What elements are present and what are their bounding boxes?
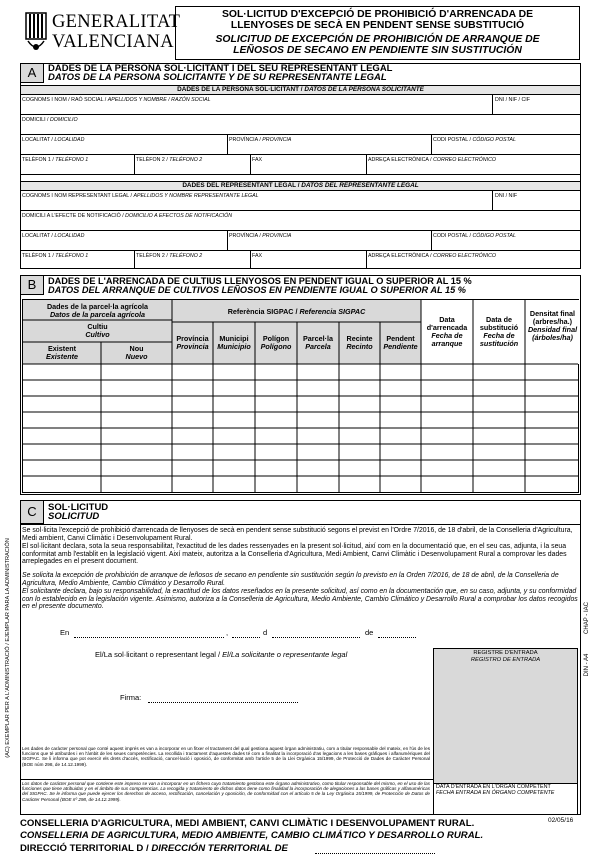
- dni-label: DNI / NIF / CIF: [495, 97, 531, 103]
- rep-locality-field[interactable]: [22, 233, 84, 239]
- competent-entry-label: [436, 784, 555, 796]
- signer-label-es: El/La solicitante o representante legal: [222, 650, 348, 659]
- rep-fax-label: FAX: [252, 253, 263, 259]
- crop-header-es: Cultivo: [85, 330, 110, 339]
- rep-name-field[interactable]: [22, 193, 259, 199]
- locality-field[interactable]: [22, 137, 84, 143]
- locality-label-ca: LOCALITAT /: [22, 137, 55, 143]
- name-field[interactable]: [22, 97, 211, 103]
- substitution-date-header-ca: Data de substitució: [479, 315, 519, 332]
- sigpac-col-label-es: Polígono: [260, 342, 292, 351]
- rep-dni-field[interactable]: [495, 193, 517, 199]
- rep-postal-code-field[interactable]: [433, 233, 516, 239]
- signer-label: [95, 650, 347, 659]
- footer-line-3-es: DIRECCIÓN TERRITORIAL DE: [151, 843, 288, 854]
- address-label-es: DOMICILIO: [49, 117, 78, 123]
- data-protection-ca: Les dades de caràcter personal que conté aquest imprés es van a incorporar en un fitxer el tractament del qual gestiona aquest òrgan administratiu, com a titular responsable del mateix, en l'ús de les funcions que té atribuïdes i en l'àmbit de les seues competències. La recollida i tractament d'aquestes dades té com a finalitat la incorporació d'as legacions a les bases gràfiques i alfanumèriques del SIGPAC. Se li informa que pot exercir els drets d'accés, rectificació, cancel·lació i oposició, de conformitat amb l'article 5 de la Llei Orgànica 15/1999, de Protecció de Dades de Caràcter Personal (BOE núm 298, de 14.12.1999).: [22, 746, 430, 767]
- place-date-line: [60, 628, 420, 640]
- title-ca-1: SOL·LICITUD D'EXCEPCIÓ DE PROHIBICIÓ D'ARRENCADA DE: [221, 9, 534, 20]
- year-prep-label: de: [365, 628, 374, 637]
- day-input[interactable]: [232, 637, 260, 638]
- request-paragraph-es-2: El solicitante declara, bajo su responsabilidad, la exactitud de los datos reseñados en la presente solicitud, así como en la documentación que, en su caso, adjunta, y su conformidad con lo establecido en la legislación vigente. Asimismo, autoriza a la Conselleria de Agricultura, Medio Ambiente, Cambio Climático y Desarrollo Rural a comprobar los datos recogidos en el presente documento.: [22, 588, 578, 611]
- applicant-fields: [20, 95, 581, 175]
- logo: [20, 6, 181, 56]
- rep-phone1-label-ca: TELÈFON 1 /: [22, 253, 56, 259]
- rep-phone2-label-es: TELÉFONO 2: [169, 253, 203, 259]
- postal-label-ca: CODI POSTAL /: [433, 137, 473, 143]
- footer-line-2: CONSELLERIA DE AGRICULTURA, MEDIO AMBIENTE, CAMBIO CLIMÁTICO Y DESARROLLO RURAL.: [20, 830, 484, 841]
- applicant-subheader: [20, 85, 581, 95]
- title-ca-2: LLENYOSES DE SECÀ EN PENDENT SENSE SUBSTITUCIÓ: [230, 20, 525, 31]
- rep-phone2-field[interactable]: [136, 253, 202, 259]
- fax-field[interactable]: [252, 157, 262, 163]
- place-input[interactable]: [74, 637, 224, 638]
- competent-entry-label-ca: DATA D'ENTRADA EN L'ÒRGAN COMPETENT: [436, 784, 551, 790]
- month-prep-label: d: [263, 628, 268, 637]
- signature-label: Firma:: [120, 693, 142, 702]
- applicant-subheader-es: DATOS DE LA PERSONA SOLICITANTE: [304, 86, 424, 93]
- year-input[interactable]: [378, 637, 416, 638]
- sigpac-col-label-es: Provincia: [176, 342, 209, 351]
- logo-line-1: GENERALITAT: [52, 12, 181, 32]
- province-label-es: PROVINCIA: [262, 137, 292, 143]
- email-label-es: CORREO ELECTRÓNICO: [433, 157, 497, 163]
- rep-address-label-ca: DOMICILI A L'EFECTE DE NOTIFICACIÓ /: [22, 213, 126, 219]
- request-paragraph-ca-2: El sol·licitant declara, sota la seua responsabilitat, l'exactitud de les dades ressenyades en la present sol·licitud, així com en la documentació que, en el seu cas, adjunta, i la seua conformitat amb l'establit en la legislació vigent. Així mateix, autoritza a la Conselleria d'Agricultura, Medi Ambient, Canvi Climàtic i Desenvolupament Rural a comprovar les dades arreplegades en el present document.: [22, 543, 567, 566]
- parcel-header-es: Datos de la parcela agrícola: [49, 310, 146, 319]
- place-label: En: [60, 628, 70, 637]
- section-a-letter: A: [20, 63, 44, 83]
- section-b-title-ca: DADES DE L'ARRENCADA DE CULTIUS LLENYOSOS EN PENDENT IGUAL O SUPERIOR AL 15 %: [48, 276, 472, 286]
- rep-province-label-ca: PROVÍNCIA /: [229, 233, 263, 239]
- side-copy-label: (AC) EXEMPLAR PER A L'ADMINISTRACIÓ / EJEMPLAR PARA LA ADMINISTRACIÓN: [5, 538, 11, 758]
- title-es-1: SOLICITUD DE EXCEPCIÓN DE PROHIBICIÓN DE ARRANQUE DE: [215, 34, 540, 45]
- crop-header-ca: Cultiu: [87, 322, 108, 331]
- form-date: 02/05/16: [548, 817, 574, 824]
- registry-label-es: REGISTRO DE ENTRADA: [470, 656, 541, 663]
- locality-label-es: LOCALIDAD: [54, 137, 85, 143]
- rep-province-label-es: PROVINCIA: [262, 233, 292, 239]
- rep-province-field[interactable]: [229, 233, 291, 239]
- rep-email-label-es: CORREO ELECTRÓNICO: [433, 253, 497, 259]
- address-field[interactable]: [22, 117, 78, 123]
- name-label-es: APELLIDOS Y NOMBRE / RAZÓN SOCIAL: [107, 97, 211, 103]
- fax-label: FAX: [252, 157, 263, 163]
- uproot-date-header-ca: Data d'arrencada: [426, 315, 468, 332]
- section-c-title-ca: SOL·LICITUD: [48, 502, 109, 513]
- rep-email-field[interactable]: [368, 253, 496, 259]
- signer-label-ca: El/La sol·licitant o representant legal /: [95, 650, 223, 659]
- registry-label: [433, 650, 578, 663]
- rep-phone1-field[interactable]: [22, 253, 88, 259]
- email-label-ca: ADREÇA ELECTRÒNICA /: [368, 157, 434, 163]
- sigpac-header-es: Referencia SIGPAC: [299, 307, 366, 316]
- crops-table: [22, 299, 579, 493]
- sigpac-col-label-es: Municipio: [217, 342, 251, 351]
- section-b-letter: B: [20, 275, 44, 295]
- address-label-ca: DOMICILI /: [22, 117, 50, 123]
- representative-subheader-ca: DADES DEL REPRESENTANT LEGAL /: [182, 182, 302, 189]
- dni-field[interactable]: [495, 97, 530, 103]
- sigpac-col-label-ca: Recinte: [346, 334, 373, 343]
- rep-address-label-es: DOMICILIO A EFECTOS DE NOTIFICACIÓN: [125, 213, 233, 219]
- sigpac-col-label-es: Pendiente: [383, 342, 418, 351]
- email-field[interactable]: [368, 157, 496, 163]
- phone2-field[interactable]: [136, 157, 202, 163]
- phone2-label-ca: TELÈFON 2 /: [136, 157, 170, 163]
- parcel-header-ca: Dades de la parcel·la agrícola: [46, 302, 149, 311]
- name-label-ca: COGNOMS I NOM / RAÓ SOCIAL /: [22, 97, 108, 103]
- phone1-label-es: TELÉFONO 1: [55, 157, 89, 163]
- rep-address-field[interactable]: [22, 213, 232, 219]
- postal-label-es: CÓDIGO POSTAL: [472, 137, 516, 143]
- substitution-date-header-es: Fecha de sustitución: [479, 331, 519, 348]
- province-label-ca: PROVÍNCIA /: [229, 137, 263, 143]
- new-header-ca: Nou: [129, 344, 144, 353]
- rep-postal-label-es: CÓDIGO POSTAL: [472, 233, 516, 239]
- sigpac-header-ca: Referència SIGPAC /: [227, 307, 300, 316]
- density-header-es: Densidad final (árboles/ha): [527, 325, 578, 342]
- rep-name-label-ca: COGNOMS I NOM REPRESENTANT LEGAL /: [22, 193, 134, 199]
- section-c-letter: C: [20, 500, 44, 524]
- territorial-office-input[interactable]: [315, 853, 435, 854]
- footer-line-3: [20, 843, 288, 854]
- section-c-title-es: SOLICITUD: [48, 511, 100, 522]
- new-header-es: Nuevo: [125, 352, 148, 361]
- request-paragraph-es-1: Se solicita la excepción de prohibición de arranque de leñosos de secano en pendiente sin sustitución según lo previsto en la Orden 7/2016, de 18 de abril, de la Conselleria de Agricultura, Medio Ambiente, Cambio Climático y Desarrollo Rural.: [22, 572, 559, 587]
- rep-fax-field[interactable]: [252, 253, 262, 259]
- section-a-title-es: DATOS DE LA PERSONA SOLICITANTE Y DE SU REPRESENTANTE LEGAL: [48, 72, 387, 83]
- sigpac-col-label-ca: Municipi: [219, 334, 249, 343]
- rep-dni-label: DNI / NIF: [495, 193, 518, 199]
- sigpac-col-label-ca: Parcel·la: [303, 334, 333, 343]
- postal-code-field[interactable]: [433, 137, 516, 143]
- title-es-2: LEÑOSOS DE SECANO EN PENDIENTE SIN SUSTITUCIÓN: [233, 45, 522, 56]
- sigpac-col-label-es: Parcela: [305, 342, 331, 351]
- representative-fields: [20, 191, 581, 269]
- logo-line-2: VALENCIANA: [52, 32, 174, 52]
- side-format-label: DIN - A4: [584, 653, 590, 677]
- sigpac-col-label-ca: Província: [176, 334, 209, 343]
- existing-header-es: Existente: [46, 352, 78, 361]
- footer-line-3-ca: DIRECCIÓ TERRITORIAL D /: [20, 843, 152, 854]
- uproot-date-header-es: Fecha de arranque: [431, 331, 463, 348]
- phone1-label-ca: TELÈFON 1 /: [22, 157, 56, 163]
- province-field[interactable]: [229, 137, 291, 143]
- footer-line-1: CONSELLERIA D'AGRICULTURA, MEDI AMBIENT, CANVI CLIMÀTIC I DESENVOLUPAMENT RURAL.: [20, 818, 475, 829]
- rep-email-label-ca: ADREÇA ELECTRÒNICA /: [368, 253, 434, 259]
- rep-phone2-label-ca: TELÈFON 2 /: [136, 253, 170, 259]
- rep-postal-label-ca: CODI POSTAL /: [433, 233, 473, 239]
- request-paragraph-ca-1: Se sol·licita l'excepció de prohibició d'arrencada de llenyoses de secà en pendent sense substitució segons el previst en l'Ordre 7/2016, de 18 d'abril, de la Conselleria d'Agricultura, Medi ambient, Canvi Climàtic i Desenvolupament Rural.: [22, 527, 573, 542]
- rep-locality-label-ca: LOCALITAT /: [22, 233, 55, 239]
- competent-entry-label-es: FECHA ENTRADA EN ÓRGANO COMPETENTE: [436, 790, 555, 796]
- representative-subheader: [20, 181, 581, 191]
- coat-of-arms-icon: [24, 11, 48, 55]
- rep-locality-label-es: LOCALIDAD: [54, 233, 85, 239]
- month-input[interactable]: [272, 637, 360, 638]
- registry-label-ca: REGISTRE D'ENTRADA: [473, 650, 538, 656]
- section-b-title-es: DATOS DEL ARRANQUE DE CULTIVOS LEÑOSOS EN PENDIENTE IGUAL O SUPERIOR AL 15 %: [48, 285, 466, 295]
- sigpac-col-label-es: Recinto: [346, 342, 373, 351]
- rep-name-label-es: APELLIDOS Y NOMBRE REPRESENTANTE LEGAL: [133, 193, 259, 199]
- rep-phone1-label-es: TELÉFONO 1: [55, 253, 89, 259]
- comma-label: ,: [226, 628, 229, 637]
- sigpac-col-label-ca: Pendent: [386, 334, 415, 343]
- applicant-subheader-ca: DADES DE LA PERSONA SOL·LICITANT /: [177, 86, 305, 93]
- side-code-label: CHAP - IAC: [584, 602, 590, 634]
- sigpac-col-label-ca: Polígon: [262, 334, 290, 343]
- title-box: [175, 6, 580, 60]
- representative-subheader-es: DATOS DEL REPRESENTANTE LEGAL: [301, 182, 419, 189]
- phone1-field[interactable]: [22, 157, 88, 163]
- phone2-label-es: TELÉFONO 2: [169, 157, 203, 163]
- existing-header-ca: Existent: [48, 344, 76, 353]
- data-protection-es: Los datos de carácter personal que contiene este impreso se van a incorporar en un fichero cuyo tratamiento gestiona este órgano administrativo, como titular responsable del mismo, en el uso de las funciones que tiene atribuidas y en el ámbito de sus competencias. La recogida y tratamiento de dichos datos tiene como finalidad la incorporación de alegaciones a las bases gráficas y alfanuméricas del SIGPAC. Se le informa que puede ejercer los derechos de acceso, rectificación, cancelación y oposición, de conformidad con el artículo 5 de la Ley Orgánica 15/1999, de Protección de Datos de Carácter Personal (BOE nº 298, de 14.12.1999).: [22, 781, 430, 802]
- table-grid: [23, 300, 578, 492]
- density-header-ca: Densitat final (arbres/ha.): [529, 309, 576, 326]
- section-a-title-ca: DADES DE LA PERSONA SOL·LICITANT I DEL SEU REPRESENTANT LEGAL: [48, 63, 393, 74]
- signature-field[interactable]: [120, 693, 380, 705]
